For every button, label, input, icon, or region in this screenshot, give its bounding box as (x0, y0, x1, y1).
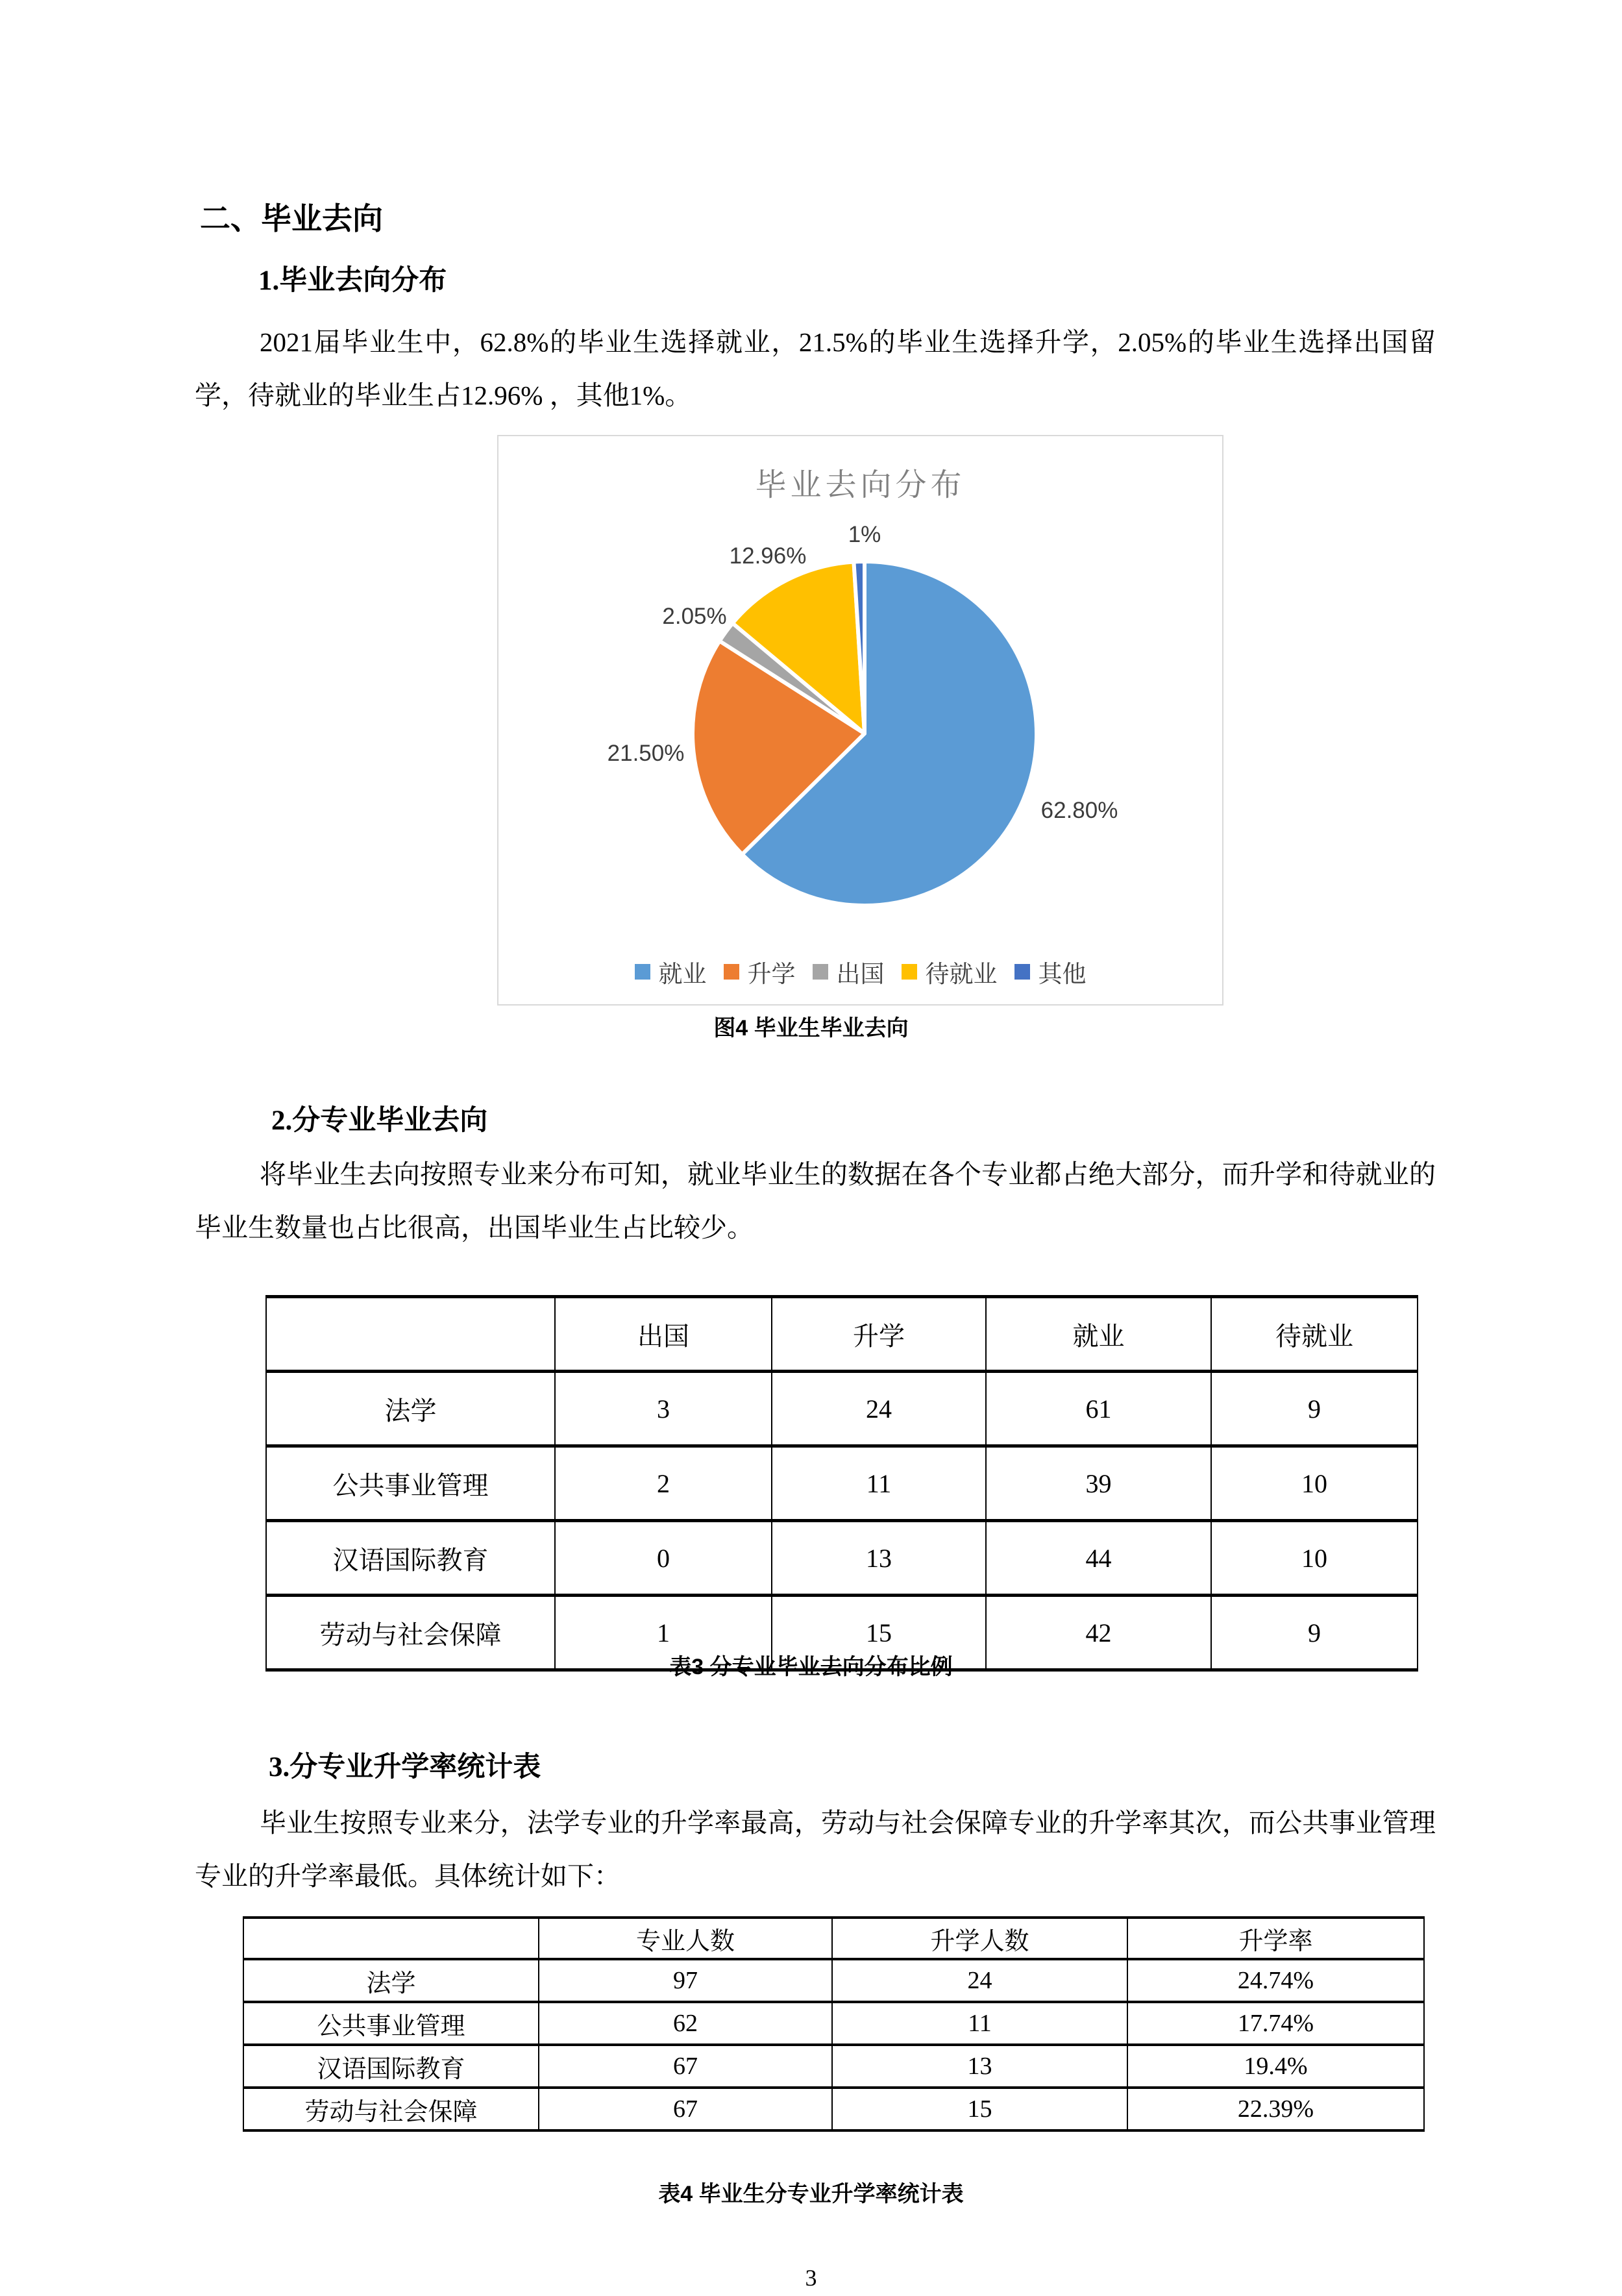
legend-label: 升学 (747, 961, 796, 987)
legend-swatch-icon (635, 964, 650, 980)
table-cell: 3 (555, 1372, 772, 1446)
table-header-cell: 就业 (986, 1297, 1211, 1372)
table-row (243, 2045, 1424, 2088)
pie-label-daijiuye: 12.96% (729, 543, 807, 569)
table-header-cell (243, 1918, 539, 1959)
paragraph-3: 毕业生按照专业来分，法学专业的升学率最高，劳动与社会保障专业的升学率其次，而公共事业管理专业的升学率最低。具体统计如下： (195, 1808, 1436, 1891)
table-row (243, 2088, 1424, 2130)
table-header-cell: 升学 (772, 1297, 986, 1372)
table-row (266, 1521, 1418, 1596)
table-admission-rate-by-major (243, 1916, 1425, 2132)
table-header-cell (266, 1297, 555, 1372)
table-destinations-by-major (265, 1295, 1418, 1672)
legend-label: 出国 (836, 961, 885, 987)
paragraph-2: 将毕业生去向按照专业来分布可知，就业毕业生的数据在各个专业都占绝大部分，而升学和待就业的毕业生数量也占比很高，出国毕业生占比较少。 (195, 1159, 1436, 1242)
table-header-cell: 升学率 (1127, 1918, 1424, 1959)
table-cell: 10 (1211, 1521, 1418, 1596)
legend-swatch-icon (724, 964, 739, 980)
pie-chart (683, 552, 1046, 915)
table-cell: 10 (1211, 1446, 1418, 1521)
table4-caption: 表4 毕业生分专业升学率统计表 (658, 2182, 964, 2206)
table-cell: 15 (832, 2088, 1127, 2130)
table-cell: 15 (772, 1596, 986, 1670)
table-cell: 61 (986, 1372, 1211, 1446)
pie-label-qita: 1% (848, 522, 881, 547)
subsection-heading-3: 3.分专业升学率统计表 (269, 1752, 541, 1783)
pie-chart-panel (497, 435, 1223, 1006)
table-row (266, 1372, 1418, 1446)
table-cell: 39 (986, 1446, 1211, 1521)
table-cell: 劳动与社会保障 (243, 2088, 539, 2130)
table-cell: 24.74% (1127, 1959, 1424, 2002)
pie-label-shengxue: 21.50% (607, 741, 685, 766)
table-cell: 0 (555, 1521, 772, 1596)
chart-legend (498, 954, 1222, 989)
table-cell: 9 (1211, 1372, 1418, 1446)
table-cell: 公共事业管理 (243, 2002, 539, 2045)
table-row (243, 1959, 1424, 2002)
table-row (266, 1446, 1418, 1521)
table-header-cell: 专业人数 (539, 1918, 832, 1959)
table-cell: 1 (555, 1596, 772, 1670)
legend-item (724, 954, 796, 989)
table-cell: 法学 (266, 1372, 555, 1446)
table-cell: 67 (539, 2088, 832, 2130)
table-cell: 13 (772, 1521, 986, 1596)
pie-svg (683, 552, 1046, 915)
table-cell: 劳动与社会保障 (266, 1596, 555, 1670)
table-cell: 97 (539, 1959, 832, 2002)
legend-label: 待就业 (925, 961, 998, 987)
table-cell: 公共事业管理 (266, 1446, 555, 1521)
table-header-cell: 升学人数 (832, 1918, 1127, 1959)
subsection-heading-2: 2.分专业毕业去向 (271, 1105, 488, 1136)
table-cell: 9 (1211, 1596, 1418, 1670)
table-header-row (266, 1297, 1418, 1372)
legend-item (813, 954, 885, 989)
table-cell: 11 (832, 2002, 1127, 2045)
legend-label: 就业 (658, 961, 707, 987)
subsection-heading-1: 1.毕业去向分布 (258, 265, 447, 296)
legend-item (1014, 954, 1087, 989)
legend-item (635, 954, 707, 989)
table-cell: 24 (832, 1959, 1127, 2002)
table-cell: 11 (772, 1446, 986, 1521)
table-cell: 2 (555, 1446, 772, 1521)
table-cell: 22.39% (1127, 2088, 1424, 2130)
table-row (243, 2002, 1424, 2045)
table-header-row (243, 1918, 1424, 1959)
table-cell: 汉语国际教育 (243, 2045, 539, 2088)
figure-caption: 图4 毕业生毕业去向 (713, 1016, 909, 1041)
legend-item (902, 954, 998, 989)
page-number: 3 (805, 2265, 817, 2291)
legend-swatch-icon (902, 964, 917, 980)
table-cell: 42 (986, 1596, 1211, 1670)
table-cell: 67 (539, 2045, 832, 2088)
table-header-cell: 待就业 (1211, 1297, 1418, 1372)
table-cell: 17.74% (1127, 2002, 1424, 2045)
table-cell: 法学 (243, 1959, 539, 2002)
legend-label: 其他 (1038, 961, 1087, 987)
legend-swatch-icon (1014, 964, 1030, 980)
legend-swatch-icon (813, 964, 828, 980)
table-cell: 13 (832, 2045, 1127, 2088)
table-cell: 62 (539, 2002, 832, 2045)
table-header-cell: 出国 (555, 1297, 772, 1372)
table-cell: 19.4% (1127, 2045, 1424, 2088)
table-cell: 44 (986, 1521, 1211, 1596)
paragraph-1: 2021届毕业生中，62.8%的毕业生选择就业，21.5%的毕业生选择升学，2.05%的毕业生选择出国留学，待就业的毕业生占12.96% ，其他1%。 (195, 327, 1436, 410)
table3-caption: 表3 分专业毕业去向分布比例 (669, 1655, 953, 1679)
table-cell: 汉语国际教育 (266, 1521, 555, 1596)
pie-label-chuguo: 2.05% (662, 604, 727, 629)
section-heading-main: 二、毕业去向 (200, 203, 383, 236)
table-cell: 24 (772, 1372, 986, 1446)
chart-title: 毕业去向分布 (755, 468, 966, 502)
pie-label-jiuye: 62.80% (1040, 798, 1118, 823)
